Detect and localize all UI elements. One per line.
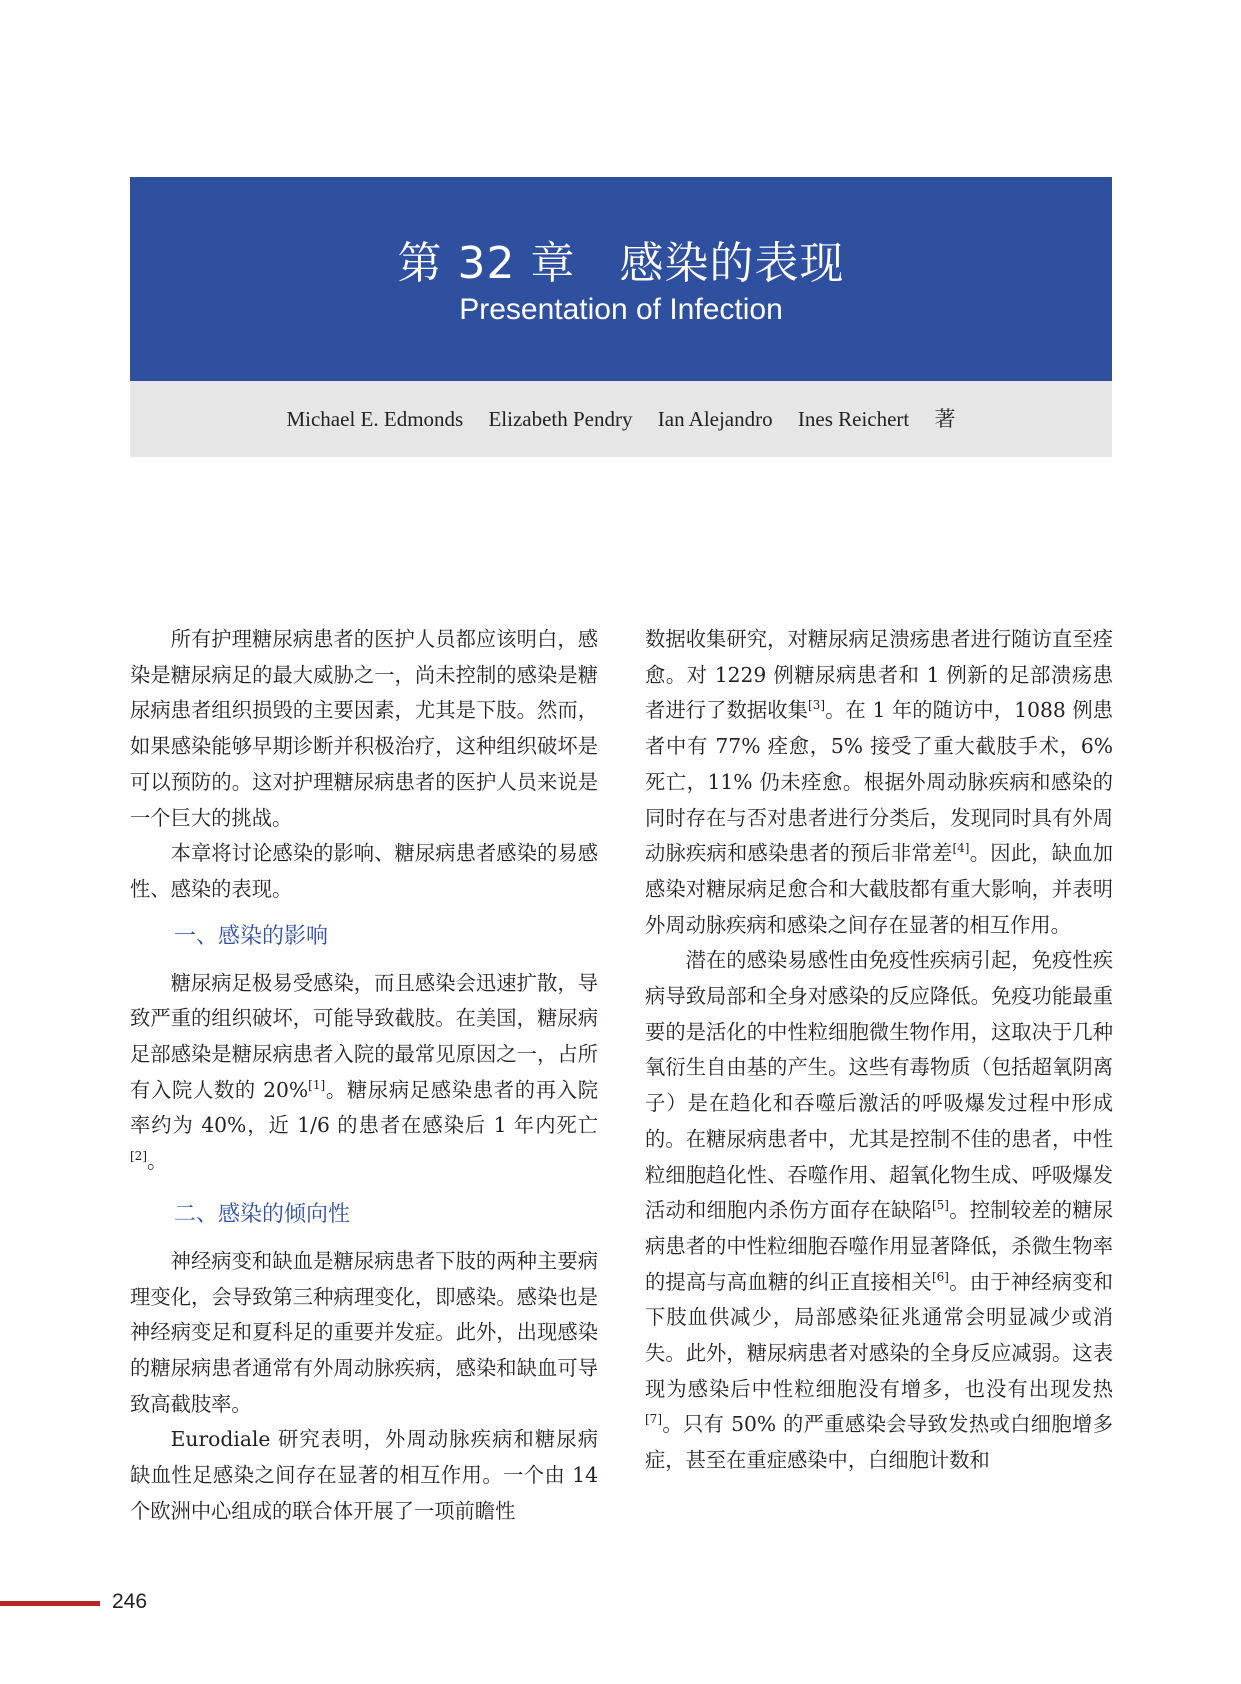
author-bar <box>130 381 1112 457</box>
footer-accent-bar <box>0 1601 100 1606</box>
chapter-title-en: Presentation of Infection <box>459 293 783 326</box>
author-suffix: 著 <box>934 407 956 431</box>
right-column <box>645 622 1113 1479</box>
citation: [6] <box>931 1269 949 1284</box>
author-name: Ian Alejandro <box>657 407 773 431</box>
author-name: Michael E. Edmonds <box>286 407 464 431</box>
citation: [5] <box>931 1198 949 1213</box>
chapter-title-zh <box>130 227 1112 291</box>
left-column <box>130 622 598 1529</box>
citation: [2] <box>130 1149 147 1164</box>
body-paragraph: 糖尿病足极易受感染，而且感染会迅速扩散，导致严重的组织破坏，可能导致截肢。在美国，糖尿病足部感染是糖尿病患者入院的最常见原因之一，占所有入院人数的 20%[1]。糖尿病足感染患者的再入院率约为 40%，近 1/6 的患者在感染后 1 年内死亡[2]。 <box>130 970 598 1174</box>
citation: [4] <box>952 841 970 856</box>
body-paragraph: 潜在的感染易感性由免疫性疾病引起，免疫性疾病导致局部和全身对感染的反应降低。免疫功能最重要的是活化的中性粒细胞微生物作用，这取决于几种氧衍生自由基的产生。这些有毒物质（包括超氧阴离子）是在趋化和吞噬后激活的呼吸爆发过程中形成的。在糖尿病患者中，尤其是控制不佳的患者，中性粒细胞趋化性、吞噬作用、超氧化物生成、呼吸爆发活动和细胞内杀伤方面存在缺陷[5]。控制较差的糖尿病患者的中性粒细胞吞噬作用显著降低，杀微生物率的提高与高血糖的纠正直接相关[6]。由于神经病变和下肢血供减少，局部感染征兆通常会明显减少或消失。此外，糖尿病患者对感染的全身反应减弱。这表现为感染后中性粒细胞没有增多，也没有出现发热[7]。只有 50% 的严重感染会导致发热或白细胞增多症，甚至在重症感染中，白细胞计数和 <box>645 948 1113 1473</box>
body-paragraph: Eurodiale 研究表明，外周动脉疾病和糖尿病缺血性足感染之间存在显著的相互作用。一个由 14 个欧洲中心组成的联合体开展了一项前瞻性 <box>130 1427 598 1523</box>
body-paragraph: 数据收集研究，对糖尿病足溃疡患者进行随访直至痊愈。对 1229 例糖尿病患者和 1 例新的足部溃疡患者进行了数据收集[3]。在 1 年的随访中，1088 例患者中有 77% 痊愈，5% 接受了重大截肢手术，6% 死亡，11% 仍未痊愈。根据外周动脉疾病和感染的同时存在与否对患者进行分类后，发现同时具有外周动脉疾病和感染患者的预后非常差[4]。因此，缺血加感染对糖尿病足愈合和大截肢都有重大影响，并表明外周动脉疾病和感染之间存在显著的相互作用。 <box>645 627 1113 937</box>
section-heading: 二、感染的倾向性 <box>174 1201 351 1227</box>
author-name: Ines Reichert <box>797 407 910 431</box>
citation: [1] <box>308 1077 326 1092</box>
page-number: 246 <box>112 1590 148 1613</box>
citation: [7] <box>645 1412 662 1427</box>
section-heading: 一、感染的影响 <box>174 923 329 949</box>
author-name: Elizabeth Pendry <box>488 407 633 431</box>
body-paragraph: 神经病变和缺血是糖尿病患者下肢的两种主要病理变化，会导致第三种病理变化，即感染。感染也是神经病变足和夏科足的重要并发症。此外，出现感染的糖尿病患者通常有外周动脉疾病，感染和缺血可导致高截肢率。 <box>130 1248 598 1416</box>
intro-paragraph: 所有护理糖尿病患者的医护人员都应该明白，感染是糖尿病足的最大威胁之一，尚未控制的感染是糖尿病患者组织损毁的主要因素，尤其是下肢。然而，如果感染能够早期诊断并积极治疗，这种组织破坏是可以预防的。这对护理糖尿病患者的医护人员来说是一个巨大的挑战。 <box>130 627 598 830</box>
chapter-number: 第 32 章 <box>397 238 576 289</box>
chapter-title-zh-text: 感染的表现 <box>619 238 845 289</box>
citation: [3] <box>808 698 826 713</box>
intro-paragraph: 本章将讨论感染的影响、糖尿病患者感染的易感性、感染的表现。 <box>130 841 598 901</box>
chapter-banner <box>130 177 1112 381</box>
